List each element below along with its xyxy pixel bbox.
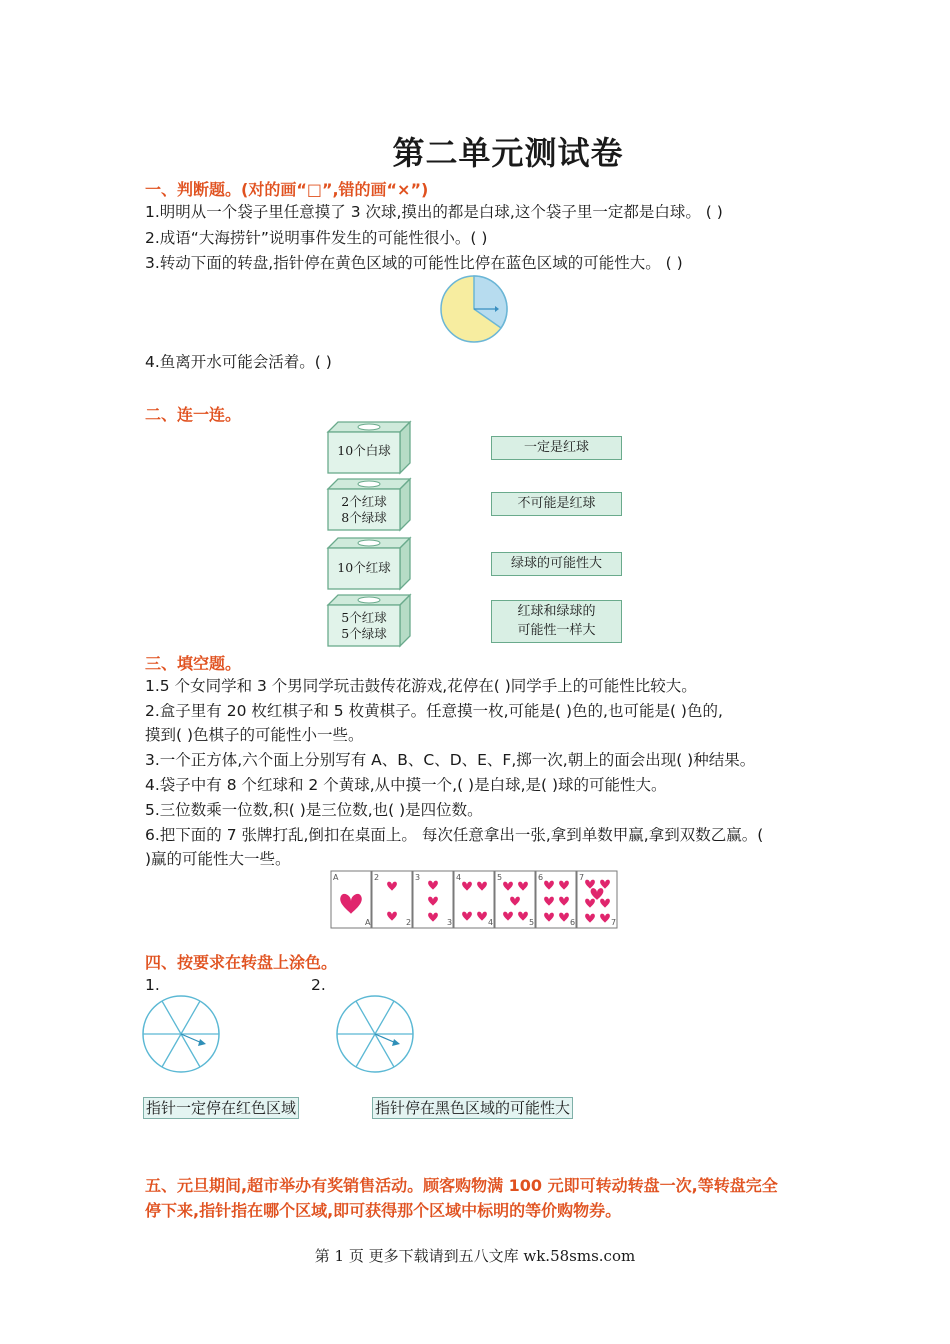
- wheel-2-number: 2.: [311, 976, 326, 994]
- option-2: 不可能是红球: [491, 492, 622, 516]
- option-1: 一定是红球: [491, 436, 622, 460]
- card-rank: A: [333, 873, 339, 882]
- playing-card: [413, 871, 453, 928]
- section-5-line-1: 五、元旦期间,超市举办有奖销售活动。顾客购物满 100 元即可转动转盘一次,等转盘完全: [145, 1176, 778, 1195]
- box-3-label: [328, 560, 400, 576]
- spinner-wheel-2: [334, 993, 418, 1077]
- question-3-1: 1.5 个女同学和 3 个男同学玩击鼓传花游戏,花停在( )同学手上的可能性比较大。: [145, 677, 697, 695]
- playing-card: [372, 871, 412, 928]
- section-3-heading: 三、填空题。: [145, 654, 242, 673]
- card-rank-bottom: 3: [447, 918, 453, 927]
- wheel-1-number: 1.: [145, 976, 160, 994]
- box-2-line-1: 2个红球: [341, 494, 387, 509]
- question-3-6-cont: )赢的可能性大一些。: [145, 850, 291, 868]
- question-1-4: 4.鱼离开水可能会活着。( ): [145, 353, 332, 371]
- box-4-label: [328, 610, 400, 642]
- playing-card: [536, 871, 576, 928]
- card-rank: 7: [579, 873, 585, 882]
- question-1-1: 1.明明从一个袋子里任意摸了 3 次球,摸出的都是白球,这个袋子里一定都是白球。 ( ): [145, 203, 723, 221]
- card-rank-bottom: 5: [529, 918, 535, 927]
- card-rank-bottom: 2: [406, 918, 412, 927]
- card-rank: 2: [374, 873, 380, 882]
- question-1-3: 3.转动下面的转盘,指针停在黄色区域的可能性比停在蓝色区域的可能性大。 ( ): [145, 254, 683, 272]
- section-2-heading: 二、连一连。: [145, 405, 242, 424]
- card-rank: 4: [456, 873, 462, 882]
- card-rank-bottom: 6: [570, 918, 576, 927]
- heart-cards: [330, 870, 622, 930]
- question-3-4: 4.袋子中有 8 个红球和 2 个黄球,从中摸一个,( )是白球,是( )球的可能性大。: [145, 776, 667, 794]
- box-2-line-2: 8个绿球: [341, 510, 387, 525]
- card-rank-bottom: A: [365, 918, 371, 927]
- playing-card: [331, 871, 371, 928]
- playing-card: [454, 871, 494, 928]
- box-1-label: [328, 443, 400, 459]
- box-2-label: [328, 494, 400, 526]
- question-1-2: 2.成语“大海捞针”说明事件发生的可能性很小。( ): [145, 229, 488, 247]
- card-rank-bottom: 7: [611, 918, 617, 927]
- question-3-6: 6.把下面的 7 张牌打乱,倒扣在桌面上。 每次任意拿出一张,拿到单数甲赢,拿到双数乙赢。(: [145, 826, 764, 844]
- section-4-heading: 四、按要求在转盘上涂色。: [145, 953, 338, 972]
- box-1-line-1: 10个白球: [337, 443, 391, 458]
- wheel-1-caption: 指针一定停在红色区域: [143, 1097, 299, 1119]
- option-3: 绿球的可能性大: [491, 552, 622, 576]
- box-3-line-1: 10个红球: [337, 560, 391, 575]
- card-rank: 6: [538, 873, 544, 882]
- question-3-5: 5.三位数乘一位数,积( )是三位数,也( )是四位数。: [145, 801, 483, 819]
- question-3-3: 3.一个正方体,六个面上分别写有 A、B、C、D、E、F,掷一次,朝上的面会出现( )种结果。: [145, 751, 756, 769]
- card-rank-bottom: 4: [488, 918, 494, 927]
- box-4-line-2: 5个绿球: [341, 626, 387, 641]
- spinner-yellow-blue: [438, 274, 512, 344]
- page-footer: 第 1 页 更多下载请到五八文库 wk.58sms.com: [314, 1247, 636, 1265]
- playing-card: [495, 871, 535, 928]
- spinner-wheel-1: [140, 993, 224, 1077]
- playing-card: [577, 871, 617, 928]
- question-3-2: 2.盒子里有 20 枚红棋子和 5 枚黄棋子。任意摸一枚,可能是( )色的,也可能是( )色的,: [145, 702, 723, 720]
- question-3-2-cont: 摸到( )色棋子的可能性小一些。: [145, 726, 364, 744]
- page-title: 第二单元测试卷: [392, 134, 624, 172]
- section-5-line-2: 停下来,指针指在哪个区域,即可获得那个区域中标明的等价购物券。: [145, 1201, 622, 1220]
- option-4: 红球和绿球的 可能性一样大: [491, 600, 622, 643]
- card-rank: 5: [497, 873, 503, 882]
- card-rank: 3: [415, 873, 421, 882]
- wheel-2-caption: 指针停在黑色区域的可能性大: [372, 1097, 573, 1119]
- box-4-line-1: 5个红球: [341, 610, 387, 625]
- section-1-heading: 一、判断题。(对的画“□”,错的画“×”): [145, 180, 429, 199]
